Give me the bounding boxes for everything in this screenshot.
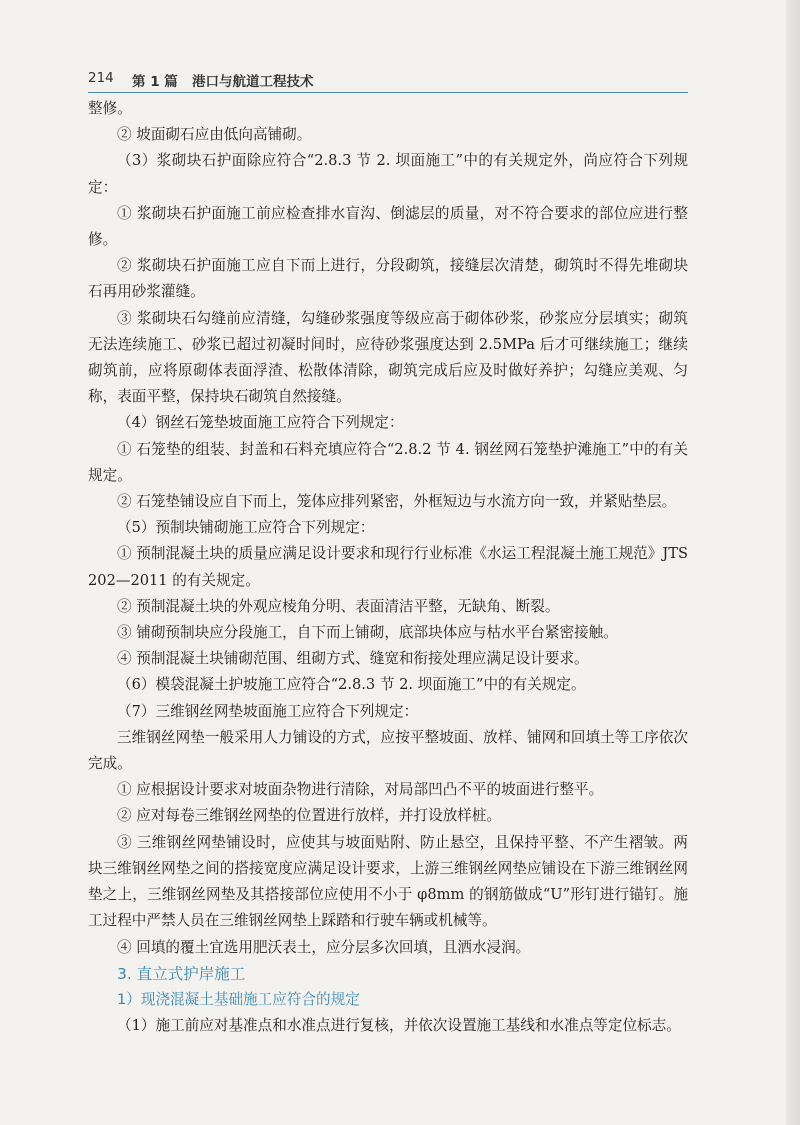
- paragraph: ② 应对每卷三维钢丝网垫的位置进行放样，并打设放样桩。: [117, 807, 502, 825]
- paragraph: （3）浆砌块石护面除应符合“2.8.3 节 2. 坝面施工”中的有关规定外，尚应符合下列规定：: [88, 152, 688, 196]
- paragraph: ③ 三维钢丝网垫铺设时，应使其与坡面贴附、防止悬空，且保持平整、不产生褶皱。两块三维钢丝网垫之间的搭接宽度应满足设计要求，上游三维钢丝网垫应铺设在下游三维钢丝网垫之上，三维钢丝网垫及其搭接部位应使用不小于 φ8mm 的钢筋做成“U”形钉进行锚钉。施工过程中严禁人员在三维钢丝网垫上踩踏和行驶车辆或机械等。: [88, 833, 688, 930]
- paragraph: （4）钢丝石笼垫坡面施工应符合下列规定：: [117, 414, 404, 432]
- part-title: 港口与航道工程技术: [192, 74, 314, 90]
- paragraph: ④ 预制混凝土块铺砌范围、组砌方式、缝宽和衔接处理应满足设计要求。: [117, 650, 589, 668]
- paragraph: ① 应根据设计要求对坡面杂物进行清除，对局部凹凸不平的坡面进行整平。: [117, 781, 604, 799]
- part-label: 第 1 篇: [132, 74, 178, 90]
- paragraph: 整修。: [88, 100, 132, 117]
- paragraph: ② 坡面砌石应由低向高铺砌。: [117, 126, 312, 144]
- section-heading: 3. 直立式护岸施工: [117, 964, 246, 983]
- paragraph: （6）模袋混凝土护坡施工应符合“2.8.3 节 2. 坝面施工”中的有关规定。: [117, 676, 586, 694]
- paragraph: ① 预制混凝土块的质量应满足设计要求和现行行业标准《水运工程混凝土施工规范》JTS 202—2011 的有关规定。: [88, 545, 688, 589]
- paragraph: ④ 回填的覆土宜选用肥沃表土，应分层多次回填，且洒水浸润。: [117, 938, 531, 956]
- page-body: [88, 96, 688, 1039]
- subsection-heading: 1）现浇混凝土基础施工应符合的规定: [117, 990, 360, 1008]
- paragraph: 三维钢丝网垫一般采用人力铺设的方式，应按平整坡面、放样、铺网和回填土等工序依次完成。: [88, 728, 688, 773]
- paragraph: ① 浆砌块石护面施工前应检查排水盲沟、倒滤层的质量，对不符合要求的部位应进行整修。: [88, 204, 688, 249]
- page-edge: [786, 0, 800, 1125]
- paragraph: ② 石笼垫铺设应自下而上，笼体应排列紧密，外框短边与水流方向一致，并紧贴垫层。: [117, 493, 677, 511]
- page-number: 214: [88, 70, 114, 86]
- paragraph: ② 预制混凝土块的外观应棱角分明、表面清洁平整，无缺角、断裂。: [117, 597, 560, 615]
- running-header: [88, 66, 688, 93]
- paragraph: （7）三维钢丝网垫坡面施工应符合下列规定：: [117, 702, 419, 720]
- paragraph: ② 浆砌块石护面施工应自下而上进行，分段砌筑，接缝层次清楚，砌筑时不得先堆砌块石再用砂浆灌缝。: [88, 257, 688, 301]
- paragraph: （1）施工前应对基准点和水准点进行复核，并依次设置施工基线和水准点等定位标志。: [117, 1017, 681, 1035]
- paragraph: ③ 浆砌块石勾缝前应清缝，勾缝砂浆强度等级应高于砌体砂浆，砂浆应分层填实；砌筑无法连续施工、砂浆已超过初凝时间时，应待砂浆强度达到 2.5MPa 后才可继续施工；继续砌筑前，应将原砌体表面浮渣、松散体清除，砌筑完成后应及时做好养护；勾缝应美观、匀称，表面平整，保持块石砌筑自然接缝。: [88, 309, 688, 406]
- paragraph: （5）预制块铺砌施工应符合下列规定：: [117, 519, 375, 537]
- paragraph: ③ 铺砌预制块应分段施工，自下而上铺砌，底部块体应与枯水平台紧密接触。: [117, 624, 618, 642]
- paragraph: ① 石笼垫的组装、封盖和石料充填应符合“2.8.2 节 4. 钢丝网石笼垫护滩施工”中的有关规定。: [88, 440, 688, 484]
